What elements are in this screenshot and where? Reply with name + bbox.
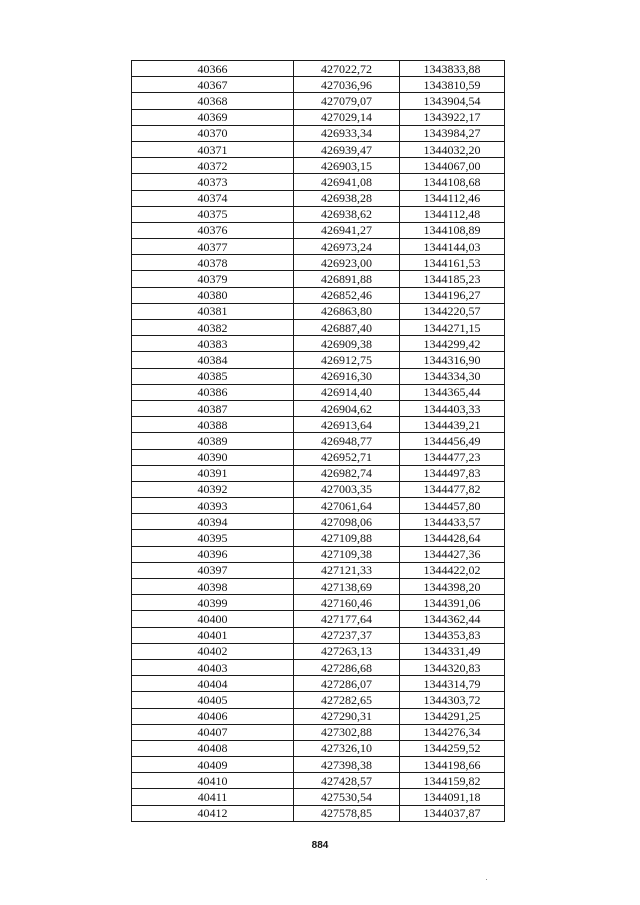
point-id-cell: 40380: [132, 287, 294, 303]
table-row: [132, 481, 505, 497]
y-coordinate-cell: 1344320,83: [400, 659, 505, 675]
point-id-cell: 40388: [132, 417, 294, 433]
x-coordinate-cell: 427036,96: [294, 77, 400, 93]
x-coordinate-cell: 427286,07: [294, 676, 400, 692]
y-coordinate-cell: 1344196,27: [400, 287, 505, 303]
table-row: [132, 206, 505, 222]
x-coordinate-cell: 427286,68: [294, 659, 400, 675]
table-row: [132, 222, 505, 238]
x-coordinate-cell: 427109,88: [294, 530, 400, 546]
table-row: [132, 546, 505, 562]
y-coordinate-cell: 1344334,30: [400, 368, 505, 384]
y-coordinate-cell: 1344422,02: [400, 562, 505, 578]
point-id-cell: 40385: [132, 368, 294, 384]
x-coordinate-cell: 427302,88: [294, 724, 400, 740]
x-coordinate-cell: 427121,33: [294, 562, 400, 578]
point-id-cell: 40377: [132, 239, 294, 255]
x-coordinate-cell: 426912,75: [294, 352, 400, 368]
point-id-cell: 40387: [132, 400, 294, 416]
x-coordinate-cell: 427061,64: [294, 498, 400, 514]
y-coordinate-cell: 1344108,68: [400, 174, 505, 190]
x-coordinate-cell: 427138,69: [294, 579, 400, 595]
table-row: [132, 158, 505, 174]
table-row: [132, 77, 505, 93]
point-id-cell: 40366: [132, 61, 294, 77]
y-coordinate-cell: 1344365,44: [400, 384, 505, 400]
point-id-cell: 40376: [132, 222, 294, 238]
y-coordinate-cell: 1344497,83: [400, 465, 505, 481]
point-id-cell: 40382: [132, 320, 294, 336]
table-row: [132, 740, 505, 756]
table-row: [132, 384, 505, 400]
point-id-cell: 40409: [132, 757, 294, 773]
table-row: [132, 271, 505, 287]
y-coordinate-cell: 1344362,44: [400, 611, 505, 627]
table-row: [132, 805, 505, 821]
table-row: [132, 400, 505, 416]
x-coordinate-cell: 427079,07: [294, 93, 400, 109]
x-coordinate-cell: 427326,10: [294, 740, 400, 756]
y-coordinate-cell: 1344159,82: [400, 773, 505, 789]
x-coordinate-cell: 427398,38: [294, 757, 400, 773]
point-id-cell: 40392: [132, 481, 294, 497]
y-coordinate-cell: 1344314,79: [400, 676, 505, 692]
table-row: [132, 465, 505, 481]
x-coordinate-cell: 427022,72: [294, 61, 400, 77]
point-id-cell: 40389: [132, 433, 294, 449]
point-id-cell: 40370: [132, 125, 294, 141]
x-coordinate-cell: 427290,31: [294, 708, 400, 724]
y-coordinate-cell: 1344144,03: [400, 239, 505, 255]
x-coordinate-cell: 426923,00: [294, 255, 400, 271]
coordinate-table: [131, 60, 505, 822]
x-coordinate-cell: 426948,77: [294, 433, 400, 449]
x-coordinate-cell: 427263,13: [294, 643, 400, 659]
y-coordinate-cell: 1344439,21: [400, 417, 505, 433]
point-id-cell: 40393: [132, 498, 294, 514]
y-coordinate-cell: 1344112,46: [400, 190, 505, 206]
x-coordinate-cell: 427109,38: [294, 546, 400, 562]
y-coordinate-cell: 1344220,57: [400, 303, 505, 319]
y-coordinate-cell: 1344037,87: [400, 805, 505, 821]
table-row: [132, 530, 505, 546]
table-row: [132, 627, 505, 643]
y-coordinate-cell: 1344067,00: [400, 158, 505, 174]
y-coordinate-cell: 1344198,66: [400, 757, 505, 773]
x-coordinate-cell: 427530,54: [294, 789, 400, 805]
y-coordinate-cell: 1344108,89: [400, 222, 505, 238]
y-coordinate-cell: 1344276,34: [400, 724, 505, 740]
x-coordinate-cell: 427160,46: [294, 595, 400, 611]
table-row: [132, 562, 505, 578]
y-coordinate-cell: 1344433,57: [400, 514, 505, 530]
y-coordinate-cell: 1344303,72: [400, 692, 505, 708]
point-id-cell: 40374: [132, 190, 294, 206]
point-id-cell: 40412: [132, 805, 294, 821]
y-coordinate-cell: 1344271,15: [400, 320, 505, 336]
table-row: [132, 659, 505, 675]
y-coordinate-cell: 1344456,49: [400, 433, 505, 449]
table-row: [132, 239, 505, 255]
point-id-cell: 40369: [132, 109, 294, 125]
x-coordinate-cell: 426913,64: [294, 417, 400, 433]
table-row: [132, 61, 505, 77]
table-row: [132, 255, 505, 271]
point-id-cell: 40411: [132, 789, 294, 805]
x-coordinate-cell: 427237,37: [294, 627, 400, 643]
point-id-cell: 40394: [132, 514, 294, 530]
y-coordinate-cell: 1344161,53: [400, 255, 505, 271]
point-id-cell: 40367: [132, 77, 294, 93]
x-coordinate-cell: 426914,40: [294, 384, 400, 400]
y-coordinate-cell: 1343984,27: [400, 125, 505, 141]
y-coordinate-cell: 1344403,33: [400, 400, 505, 416]
table-row: [132, 352, 505, 368]
page-number: 884: [311, 840, 329, 851]
point-id-cell: 40400: [132, 611, 294, 627]
x-coordinate-cell: 427578,85: [294, 805, 400, 821]
point-id-cell: 40381: [132, 303, 294, 319]
point-id-cell: 40407: [132, 724, 294, 740]
x-coordinate-cell: 426952,71: [294, 449, 400, 465]
x-coordinate-cell: 427029,14: [294, 109, 400, 125]
table-row: [132, 498, 505, 514]
table-row: [132, 708, 505, 724]
coordinate-table-body: [132, 61, 505, 822]
x-coordinate-cell: 426938,28: [294, 190, 400, 206]
point-id-cell: 40378: [132, 255, 294, 271]
table-row: [132, 368, 505, 384]
point-id-cell: 40373: [132, 174, 294, 190]
x-coordinate-cell: 426916,30: [294, 368, 400, 384]
x-coordinate-cell: 427282,65: [294, 692, 400, 708]
y-coordinate-cell: 1344112,48: [400, 206, 505, 222]
x-coordinate-cell: 426939,47: [294, 141, 400, 157]
table-row: [132, 789, 505, 805]
point-id-cell: 40375: [132, 206, 294, 222]
y-coordinate-cell: 1344291,25: [400, 708, 505, 724]
point-id-cell: 40368: [132, 93, 294, 109]
table-row: [132, 724, 505, 740]
table-row: [132, 449, 505, 465]
y-coordinate-cell: 1344477,23: [400, 449, 505, 465]
y-coordinate-cell: 1343904,54: [400, 93, 505, 109]
x-coordinate-cell: 426852,46: [294, 287, 400, 303]
point-id-cell: 40386: [132, 384, 294, 400]
x-coordinate-cell: 426973,24: [294, 239, 400, 255]
point-id-cell: 40408: [132, 740, 294, 756]
x-coordinate-cell: 426933,34: [294, 125, 400, 141]
table-row: [132, 174, 505, 190]
table-row: [132, 611, 505, 627]
y-coordinate-cell: 1344398,20: [400, 579, 505, 595]
table-row: [132, 109, 505, 125]
x-coordinate-cell: 426887,40: [294, 320, 400, 336]
x-coordinate-cell: 427098,06: [294, 514, 400, 530]
point-id-cell: 40390: [132, 449, 294, 465]
point-id-cell: 40401: [132, 627, 294, 643]
table-row: [132, 336, 505, 352]
table-row: [132, 514, 505, 530]
point-id-cell: 40397: [132, 562, 294, 578]
point-id-cell: 40384: [132, 352, 294, 368]
y-coordinate-cell: 1343922,17: [400, 109, 505, 125]
x-coordinate-cell: 426982,74: [294, 465, 400, 481]
y-coordinate-cell: 1344091,18: [400, 789, 505, 805]
y-coordinate-cell: 1344316,90: [400, 352, 505, 368]
point-id-cell: 40383: [132, 336, 294, 352]
x-coordinate-cell: 426904,62: [294, 400, 400, 416]
table-row: [132, 773, 505, 789]
y-coordinate-cell: 1344391,06: [400, 595, 505, 611]
point-id-cell: 40410: [132, 773, 294, 789]
table-row: [132, 676, 505, 692]
table-row: [132, 125, 505, 141]
point-id-cell: 40371: [132, 141, 294, 157]
y-coordinate-cell: 1344185,23: [400, 271, 505, 287]
point-id-cell: 40404: [132, 676, 294, 692]
x-coordinate-cell: 426938,62: [294, 206, 400, 222]
point-id-cell: 40398: [132, 579, 294, 595]
table-row: [132, 93, 505, 109]
y-coordinate-cell: 1344032,20: [400, 141, 505, 157]
y-coordinate-cell: 1344427,36: [400, 546, 505, 562]
point-id-cell: 40403: [132, 659, 294, 675]
y-coordinate-cell: 1344299,42: [400, 336, 505, 352]
y-coordinate-cell: 1344457,80: [400, 498, 505, 514]
point-id-cell: 40399: [132, 595, 294, 611]
table-row: [132, 579, 505, 595]
table-row: [132, 141, 505, 157]
x-coordinate-cell: 426863,80: [294, 303, 400, 319]
x-coordinate-cell: 427428,57: [294, 773, 400, 789]
point-id-cell: 40396: [132, 546, 294, 562]
y-coordinate-cell: 1343810,59: [400, 77, 505, 93]
x-coordinate-cell: 426903,15: [294, 158, 400, 174]
x-coordinate-cell: 426941,08: [294, 174, 400, 190]
table-row: [132, 417, 505, 433]
scan-speck: [486, 879, 487, 880]
table-row: [132, 692, 505, 708]
point-id-cell: 40372: [132, 158, 294, 174]
x-coordinate-cell: 427177,64: [294, 611, 400, 627]
table-row: [132, 643, 505, 659]
table-row: [132, 595, 505, 611]
y-coordinate-cell: 1343833,88: [400, 61, 505, 77]
y-coordinate-cell: 1344477,82: [400, 481, 505, 497]
y-coordinate-cell: 1344331,49: [400, 643, 505, 659]
x-coordinate-cell: 426891,88: [294, 271, 400, 287]
point-id-cell: 40379: [132, 271, 294, 287]
table-row: [132, 757, 505, 773]
table-row: [132, 190, 505, 206]
point-id-cell: 40406: [132, 708, 294, 724]
x-coordinate-cell: 426941,27: [294, 222, 400, 238]
point-id-cell: 40395: [132, 530, 294, 546]
table-row: [132, 287, 505, 303]
x-coordinate-cell: 426909,38: [294, 336, 400, 352]
point-id-cell: 40391: [132, 465, 294, 481]
y-coordinate-cell: 1344353,83: [400, 627, 505, 643]
y-coordinate-cell: 1344259,52: [400, 740, 505, 756]
table-row: [132, 320, 505, 336]
y-coordinate-cell: 1344428,64: [400, 530, 505, 546]
table-row: [132, 433, 505, 449]
point-id-cell: 40405: [132, 692, 294, 708]
point-id-cell: 40402: [132, 643, 294, 659]
x-coordinate-cell: 427003,35: [294, 481, 400, 497]
table-row: [132, 303, 505, 319]
